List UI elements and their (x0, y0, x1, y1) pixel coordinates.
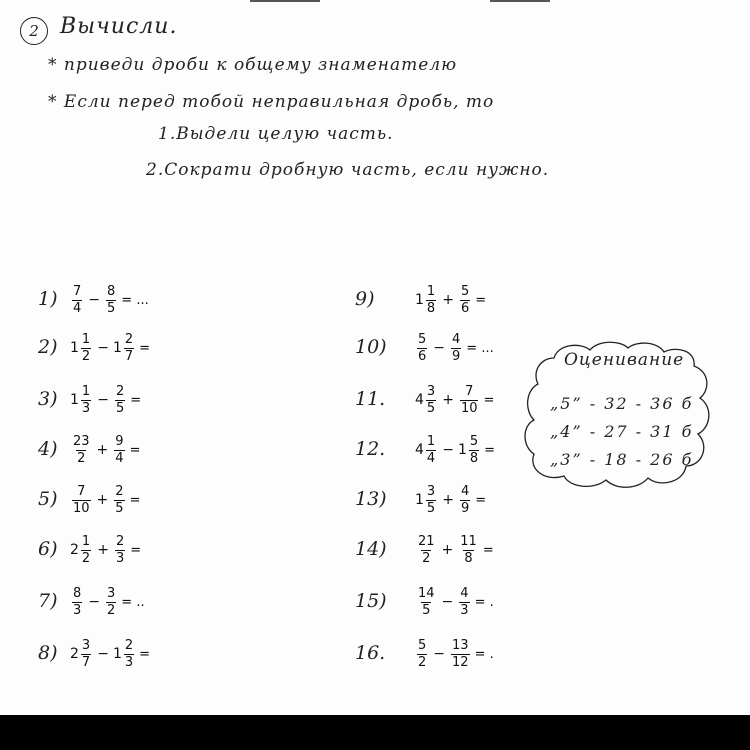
numerator: 21 (418, 533, 435, 549)
numerator: 11 (460, 533, 477, 549)
denominator: 3 (73, 602, 82, 618)
equals-sign: = (130, 392, 142, 408)
fraction (459, 587, 469, 618)
fraction (114, 485, 124, 516)
problem-number: 16. (355, 642, 386, 664)
denominator: 4 (115, 450, 124, 466)
problem-expression (415, 380, 494, 420)
problem-expression (415, 634, 494, 674)
numerator: 4 (452, 331, 461, 347)
numerator: 2 (124, 637, 134, 653)
problem-number: 5) (38, 488, 58, 510)
denominator: 8 (464, 550, 473, 566)
fraction (114, 435, 124, 466)
numerator: 2 (115, 483, 124, 499)
fraction (81, 535, 91, 566)
instruction-line: 1.Выдели целую часть. (158, 124, 394, 144)
whole-part: 1 (70, 340, 79, 356)
task-number-circle: 2 (20, 17, 48, 45)
problem-number: 8) (38, 642, 58, 664)
fraction (417, 535, 436, 566)
problem-number: 1) (38, 288, 58, 310)
denominator: 5 (426, 500, 436, 516)
fraction (115, 385, 125, 416)
instruction-line: * приведи дроби к общему знаменателю (48, 55, 458, 75)
denominator: 4 (73, 300, 82, 316)
operator: − (442, 442, 454, 458)
problem-number: 9) (355, 288, 375, 310)
instruction-line: * Если перед тобой неправильная дробь, то (48, 92, 495, 112)
operator: + (442, 492, 454, 508)
operator: − (433, 646, 446, 662)
numerator: 1 (426, 433, 436, 449)
denominator: 2 (422, 550, 431, 566)
fraction (106, 285, 116, 316)
fraction (115, 535, 125, 566)
denominator: 5 (107, 300, 116, 316)
operator: − (433, 340, 446, 356)
equals-sign: = (482, 542, 494, 558)
denominator: 4 (426, 450, 436, 466)
fraction (124, 639, 134, 670)
problem-expression (415, 328, 494, 368)
fraction (460, 485, 470, 516)
denominator: 5 (422, 602, 431, 618)
numerator: 4 (460, 585, 469, 601)
numerator: 8 (73, 585, 82, 601)
denominator: 10 (73, 500, 90, 516)
denominator: 10 (460, 400, 478, 416)
numerator: 7 (73, 283, 82, 299)
equals-sign: = (475, 292, 487, 308)
problem-expression (415, 480, 486, 520)
fraction (72, 485, 91, 516)
numerator: 2 (115, 533, 125, 549)
numerator: 3 (107, 585, 116, 601)
numerator: 2 (124, 331, 134, 347)
whole-part: 4 (415, 442, 424, 458)
problem-expression (70, 582, 145, 622)
fraction (81, 639, 91, 670)
fraction (72, 435, 91, 466)
instruction-line: 2.Сократи дробную часть, если нужно. (146, 160, 550, 180)
grading-line: „4” - 27 - 31 б (550, 422, 694, 441)
problem-number: 15) (355, 590, 387, 612)
problem-expression (70, 430, 140, 470)
problem-expression (70, 380, 141, 420)
denominator: 3 (124, 654, 134, 670)
fraction (81, 385, 91, 416)
problem-number: 11. (355, 388, 386, 410)
fraction (124, 333, 134, 364)
numerator: 1 (426, 283, 436, 299)
grading-box (524, 338, 716, 492)
fraction (469, 435, 479, 466)
whole-part: 1 (457, 442, 467, 458)
fraction (451, 639, 470, 670)
numerator: 14 (418, 585, 435, 601)
whole-part: 4 (415, 392, 424, 408)
equals-sign: = (129, 492, 141, 508)
fraction (81, 333, 91, 364)
numerator: 23 (73, 433, 90, 449)
problem-expression (415, 530, 494, 570)
operator: − (88, 292, 101, 308)
operator: − (88, 594, 101, 610)
problem-number: 14) (355, 538, 387, 560)
numerator: 9 (115, 433, 124, 449)
numerator: 1 (81, 533, 91, 549)
equals-sign: = (130, 542, 142, 558)
denominator: 6 (418, 348, 427, 364)
whole-part: 1 (112, 340, 122, 356)
equals-sign: = . (474, 594, 494, 610)
problem-expression (70, 328, 150, 368)
numerator: 13 (452, 637, 469, 653)
numerator: 3 (426, 483, 436, 499)
denominator: 3 (460, 602, 469, 618)
fraction (426, 385, 436, 416)
denominator: 3 (115, 550, 125, 566)
equals-sign: = (475, 492, 487, 508)
fraction (426, 285, 436, 316)
problem-expression (415, 280, 486, 320)
equals-sign: = (139, 340, 151, 356)
numerator: 5 (418, 637, 427, 653)
numerator: 7 (465, 383, 474, 399)
numerator: 7 (77, 483, 86, 499)
fraction (72, 587, 82, 618)
fraction (417, 639, 427, 670)
problem-number: 10) (355, 336, 387, 358)
operator: + (96, 492, 109, 508)
equals-sign: = ... (121, 292, 149, 308)
numerator: 8 (107, 283, 116, 299)
fraction (417, 333, 427, 364)
denominator: 6 (460, 300, 470, 316)
equals-sign: = (129, 442, 141, 458)
numerator: 3 (81, 637, 91, 653)
equals-sign: = (139, 646, 151, 662)
problem-expression (70, 634, 150, 674)
denominator: 7 (81, 654, 91, 670)
equals-sign: = (484, 442, 496, 458)
problem-number: 3) (38, 388, 58, 410)
whole-part: 2 (70, 646, 79, 662)
numerator: 5 (418, 331, 427, 347)
equals-sign: = .. (121, 594, 145, 610)
denominator: 8 (469, 450, 479, 466)
whole-part: 1 (70, 392, 79, 408)
denominator: 7 (124, 348, 134, 364)
problem-number: 7) (38, 590, 58, 612)
fraction (426, 485, 436, 516)
fraction (417, 587, 436, 618)
operator: + (441, 542, 454, 558)
top-edge-mark (250, 0, 320, 2)
denominator: 12 (452, 654, 469, 670)
denominator: 2 (81, 348, 91, 364)
fraction (72, 285, 82, 316)
operator: + (442, 392, 454, 408)
problem-number: 13) (355, 488, 387, 510)
operator: + (96, 442, 109, 458)
grading-line: „5” - 32 - 36 б (550, 394, 694, 413)
problem-number: 12. (355, 438, 386, 460)
fraction (459, 535, 478, 566)
whole-part: 2 (70, 542, 79, 558)
problem-expression (70, 530, 141, 570)
problem-number: 6) (38, 538, 58, 560)
denominator: 2 (77, 450, 86, 466)
equals-sign: = . (474, 646, 494, 662)
equals-sign: = ... (466, 340, 494, 356)
task-title: Вычисли. (60, 14, 178, 39)
whole-part: 1 (415, 292, 424, 308)
denominator: 9 (452, 348, 461, 364)
equals-sign: = (483, 392, 495, 408)
denominator: 8 (426, 300, 436, 316)
denominator: 5 (115, 500, 124, 516)
fraction (426, 435, 436, 466)
problem-number: 2) (38, 336, 58, 358)
top-edge-mark (490, 0, 550, 2)
numerator: 1 (81, 383, 91, 399)
numerator: 3 (426, 383, 436, 399)
operator: + (442, 292, 454, 308)
operator: − (441, 594, 454, 610)
denominator: 2 (107, 602, 116, 618)
problem-expression (415, 582, 494, 622)
whole-part: 1 (415, 492, 424, 508)
denominator: 5 (426, 400, 436, 416)
operator: + (97, 542, 109, 558)
problem-number: 4) (38, 438, 58, 460)
operator: − (97, 340, 109, 356)
grading-line: „3” - 18 - 26 б (550, 450, 694, 469)
denominator: 5 (115, 400, 125, 416)
fraction (106, 587, 116, 618)
numerator: 5 (460, 283, 470, 299)
grading-title: Оценивание (564, 350, 685, 370)
fraction (460, 285, 470, 316)
fraction (460, 385, 479, 416)
numerator: 4 (460, 483, 470, 499)
fraction (451, 333, 461, 364)
operator: − (97, 646, 109, 662)
denominator: 2 (81, 550, 91, 566)
whole-part: 1 (112, 646, 122, 662)
denominator: 9 (460, 500, 470, 516)
denominator: 2 (418, 654, 427, 670)
numerator: 2 (115, 383, 125, 399)
problem-expression (70, 480, 140, 520)
numerator: 5 (469, 433, 479, 449)
operator: − (97, 392, 109, 408)
problem-expression (70, 280, 149, 320)
numerator: 1 (81, 331, 91, 347)
denominator: 3 (81, 400, 91, 416)
problem-expression (415, 430, 495, 470)
